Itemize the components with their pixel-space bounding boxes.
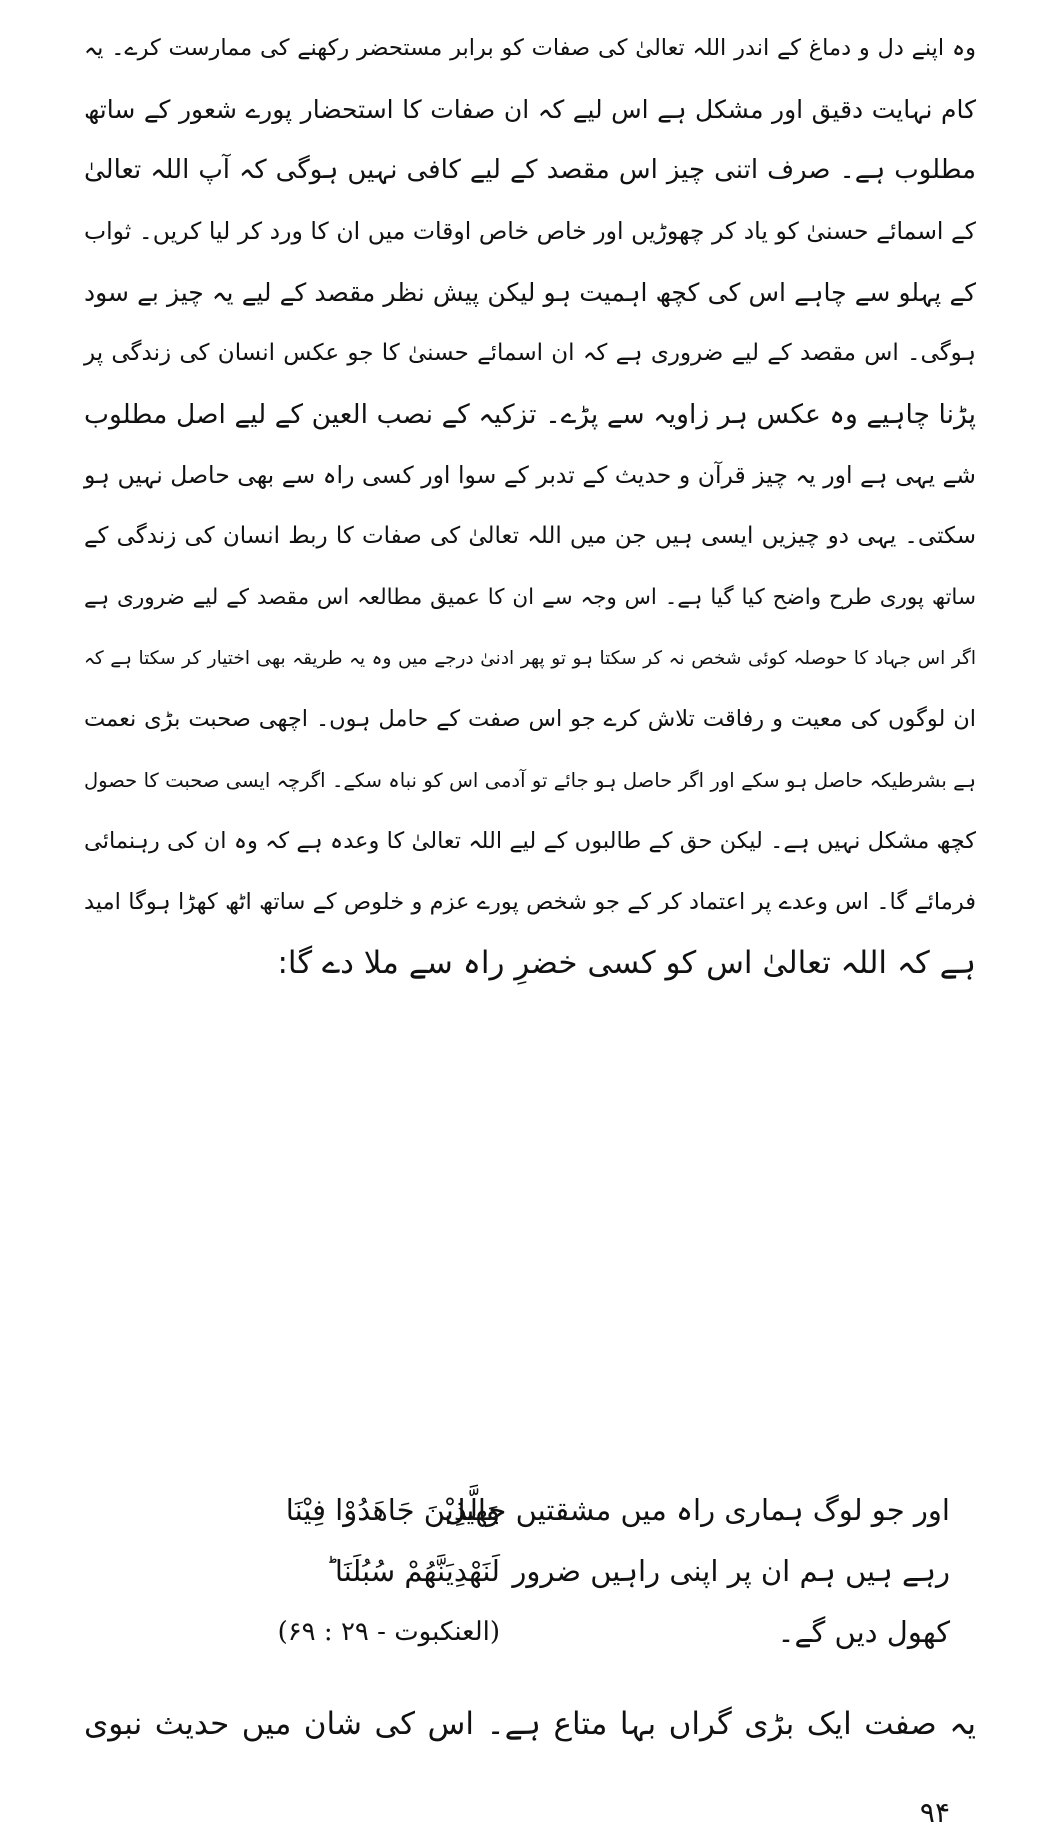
verse-reference: (العنکبوت - ۲۹ : ۶۹) bbox=[277, 1617, 500, 1647]
text-line: وہ اپنے دل و دماغ کے اندر اللہ تعالیٰ کی صفات کو برابر مستحضر رکھنے کی ممارست کرے۔ یہ bbox=[84, 35, 976, 61]
text-line: کچھ مشکل نہیں ہے۔ لیکن حق کے طالبوں کے لیے اللہ تعالیٰ کا وعدہ ہے کہ وہ ان کی رہنمائی bbox=[84, 828, 976, 854]
text-line: یہ صفت ایک بڑی گراں بہا متاع ہے۔ اس کی شان میں حدیث نبوی bbox=[84, 1706, 976, 1742]
verse-translation-line: اور جو لوگ ہماری راہ میں مشقتیں جھیل bbox=[444, 1493, 950, 1527]
text-line: شے یہی ہے اور یہ چیز قرآن و حدیث کے تدبر کے سوا اور کسی راہ سے بھی حاصل نہیں ہو bbox=[84, 461, 976, 489]
text-line: ہے بشرطیکہ حاصل ہو سکے اور اگر حاصل ہو جائے تو آدمی اس کو نباہ سکے۔ اگرچہ ایسی صحبت کا حصول bbox=[84, 769, 976, 792]
text-line: اگر اس جہاد کا حوصلہ کوئی شخص نہ کر سکتا ہو تو پھر ادنیٰ درجے میں وہ یہ طریقہ بھی اختیار کر سکتا ہے کہ bbox=[84, 648, 976, 669]
verse-arabic-line: وَالَّذِيْنَ جَاهَدُوْا فِيْنَا bbox=[285, 1493, 500, 1527]
page-number: ۹۴ bbox=[919, 1796, 950, 1829]
verse-translation-line: کھول دیں گے۔ bbox=[777, 1615, 950, 1649]
text-line: ساتھ پوری طرح واضح کیا گیا ہے۔ اس وجہ سے ان کا عمیق مطالعہ اس مقصد کے لیے ضروری ہے bbox=[84, 585, 976, 610]
text-line: ان لوگوں کی معیت و رفاقت تلاش کرے جو اس صفت کے حامل ہوں۔ اچھی صحبت بڑی نعمت bbox=[84, 706, 976, 732]
verse-arabic bbox=[120, 1480, 500, 1663]
text-line: ہے کہ اللہ تعالیٰ اس کو کسی خضرِ راہ سے ملا دے گا: bbox=[277, 945, 976, 981]
text-line: کے اسمائے حسنیٰ کو یاد کر چھوڑیں اور خاص خاص اوقات میں ان کا ورد کر لیا کریں۔ ثواب bbox=[84, 217, 976, 245]
text-line: کے پہلو سے چاہے اس کی کچھ اہمیت ہو لیکن پیش نظر مقصد کے لیے یہ چیز بے سود bbox=[84, 278, 976, 307]
text-line: ہوگی۔ اس مقصد کے لیے ضروری ہے کہ ان اسمائے حسنیٰ کا جو عکس انسان کی زندگی پر bbox=[84, 340, 976, 366]
text-line: فرمائے گا۔ اس وعدے پر اعتماد کر کے جو شخص پورے عزم و خلوص کے ساتھ اٹھ کھڑا ہوگا امید bbox=[84, 889, 976, 915]
text-line: پڑنا چاہیے وہ عکس ہر زاویہ سے پڑے۔ تزکیہ کے نصب العین کے لیے اصل مطلوب bbox=[84, 399, 976, 430]
text-line: سکتی۔ یہی دو چیزیں ایسی ہیں جن میں اللہ تعالیٰ کی صفات کا ربط انسان کی زندگی کے bbox=[84, 523, 976, 549]
body-text bbox=[80, 18, 980, 994]
verse-translation bbox=[444, 1480, 950, 1663]
text-line: کام نہایت دقیق اور مشکل ہے اس لیے کہ ان صفات کا استحضار پورے شعور کے ساتھ bbox=[84, 95, 976, 124]
verse-translation-line: رہے ہیں ہم ان پر اپنی راہیں ضرور bbox=[512, 1554, 950, 1588]
text-line: مطلوب ہے۔ صرف اتنی چیز اس مقصد کے لیے کافی نہیں ہوگی کہ آپ اللہ تعالیٰ bbox=[84, 155, 976, 185]
verse-arabic-line: لَنَهْدِيَنَّهُمْ سُبُلَنَا ؕ bbox=[325, 1554, 500, 1588]
closing-paragraph bbox=[80, 1694, 980, 1755]
quran-verse-block bbox=[120, 1480, 950, 1690]
